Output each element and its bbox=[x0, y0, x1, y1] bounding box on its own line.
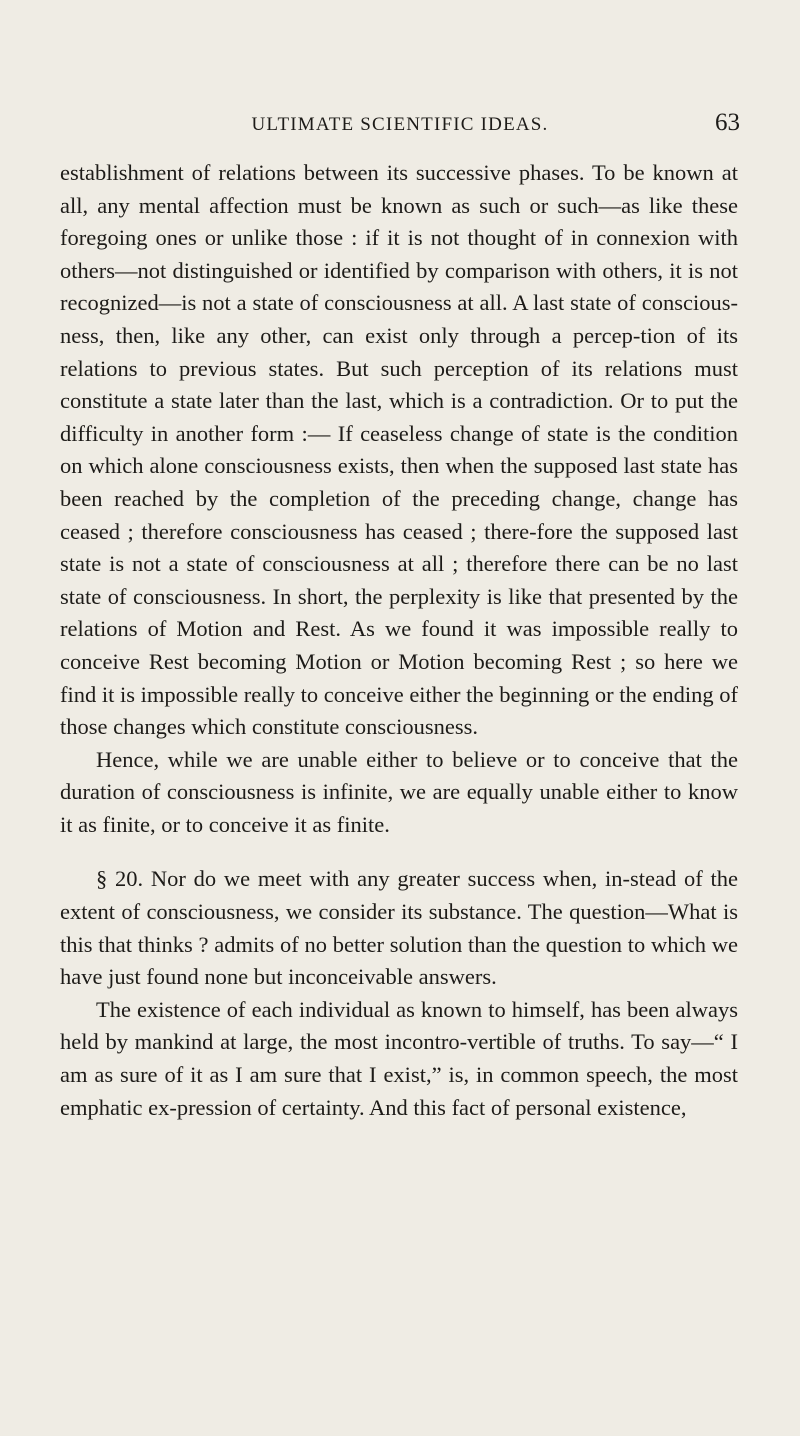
page-number: 63 bbox=[715, 109, 740, 136]
body-text bbox=[60, 157, 738, 1124]
running-title: ULTIMATE SCIENTIFIC IDEAS. bbox=[251, 114, 549, 135]
paragraph-existence: The existence of each individual as known to himself, has been always held by mankind at large, the most incontro-vertible of truths. To say—“ I am as sure of it as I am sure that I exist,” is, in common speech, the most emphatic ex-pression of certainty. And this fact of personal existence, bbox=[60, 996, 738, 1120]
paragraph-hence: Hence, while we are unable either to believe or to conceive that the duration of consciousness is infinite, we are equally unable either to know it as finite, or to conceive it as finite. bbox=[60, 746, 738, 837]
paragraph-continuation: establishment of relations between its successive phases. To be known at all, any mental affection must be known as such or such—as like these foregoing ones or unlike those : if it is not thought of in connexion with others—not distinguished or identified by comparison with others, it is not recognized—is not a state of consciousness at all. A last state of conscious-ness, then, like any other, can exist only through a percep-tion of its relations to previous states. But such perception of its relations must constitute a state later than the last, which is a contradiction. Or to put the difficulty in another form :— If ceaseless change of state is the condition on which alone consciousness exists, then when the supposed last state has been reached by the completion of the preceding change, change has ceased ; therefore consciousness has ceased ; there-fore the supposed last state is not a state of consciousness at all ; therefore there can be no last state of consciousness. In short, the perplexity is like that presented by the relations of Motion and Rest. As we found it was impossible really to conceive Rest becoming Motion or Motion becoming Rest ; so here we find it is impossible really to conceive either the beginning or the ending of those changes which constitute consciousness. bbox=[60, 160, 738, 740]
paragraph-section-20: § 20. Nor do we meet with any greater success when, in-stead of the extent of consciousness, we consider its substance. The question—What is this that thinks ? admits of no better solution than the question to which we have just found none but inconceivable answers. bbox=[60, 866, 738, 990]
running-head bbox=[60, 110, 740, 140]
